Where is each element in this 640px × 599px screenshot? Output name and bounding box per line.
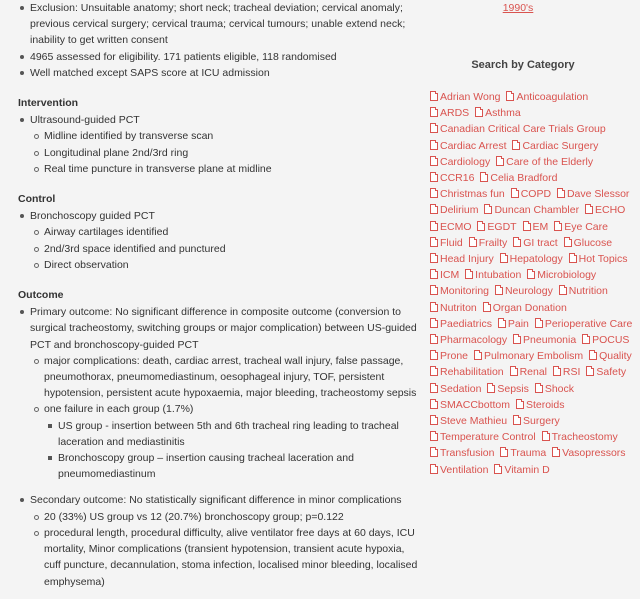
document-icon bbox=[430, 107, 438, 117]
category-link[interactable]: ARDS bbox=[430, 105, 469, 121]
category-link[interactable]: Pharmacology bbox=[430, 332, 507, 348]
category-link[interactable]: EGDT bbox=[477, 219, 516, 235]
category-link[interactable]: Dave Slessor bbox=[557, 186, 629, 202]
document-icon bbox=[430, 253, 438, 263]
category-link[interactable]: Perioperative Care bbox=[535, 316, 633, 332]
category-link[interactable]: Neurology bbox=[495, 283, 553, 299]
document-icon bbox=[495, 285, 503, 295]
category-link[interactable]: Pneumonia bbox=[513, 332, 576, 348]
document-icon bbox=[542, 431, 550, 441]
control-list bbox=[18, 208, 418, 273]
control-heading: Control bbox=[18, 193, 56, 206]
category-link[interactable]: COPD bbox=[511, 186, 551, 202]
document-icon bbox=[512, 140, 520, 150]
category-link[interactable]: Steve Mathieu bbox=[430, 413, 507, 429]
document-icon bbox=[430, 285, 438, 295]
category-link[interactable]: Nutrition bbox=[559, 283, 608, 299]
list-item: Secondary outcome: No statistically significant difference in minor complications 20 (33%) US group vs 12 (20.7%) bronchoscopy group; p=0.122 procedural length, procedural difficulty, alive ventilator free days at 60 days, ICU mortality, Minor complications (transient hypotension, transient acute hypoxia, cuff puncture, decannulation, stoma infection, localised minor bleeding, localised emphysema) bbox=[30, 492, 418, 589]
document-icon bbox=[506, 91, 514, 101]
list-item: Exclusion: Unsuitable anatomy; short neck; tracheal deviation; cervical anomaly; previous cervical surgery; cervical trauma; cervical tumours; unable extend neck; inability to get written consent bbox=[30, 0, 418, 49]
document-icon bbox=[430, 204, 438, 214]
category-link[interactable]: Eye Care bbox=[554, 219, 608, 235]
category-link[interactable]: Pulmonary Embolism bbox=[474, 348, 583, 364]
category-link[interactable]: Vitamin D bbox=[494, 462, 549, 478]
category-link[interactable]: Celia Bradford bbox=[480, 170, 557, 186]
list-item: one failure in each group (1.7%) US group - insertion between 5th and 6th tracheal ring leading to tracheal laceration and mediastinitis Bronchoscopy group – insertion causing tracheal laceration and pneumomediastinum bbox=[44, 401, 418, 482]
document-icon bbox=[430, 302, 438, 312]
category-link[interactable]: Glucose bbox=[564, 235, 613, 251]
document-icon bbox=[564, 237, 572, 247]
document-icon bbox=[516, 399, 524, 409]
category-link[interactable]: Anticoagulation bbox=[506, 89, 588, 105]
category-link[interactable]: Hot Topics bbox=[569, 251, 628, 267]
category-link[interactable]: Pain bbox=[498, 316, 529, 332]
category-link[interactable]: Paediatrics bbox=[430, 316, 492, 332]
document-icon bbox=[430, 237, 438, 247]
document-icon bbox=[513, 415, 521, 425]
list-item: Well matched except SAPS score at ICU admission bbox=[30, 65, 418, 81]
list-item: Midline identified by transverse scan bbox=[44, 128, 418, 144]
list-item: Bronchoscopy guided PCT Airway cartilages identified 2nd/3rd space identified and punctured Direct observation bbox=[30, 208, 418, 273]
document-icon bbox=[430, 172, 438, 182]
category-link[interactable]: Canadian Critical Care Trials Group bbox=[430, 121, 606, 137]
list-item: 20 (33%) US group vs 12 (20.7%) bronchoscopy group; p=0.122 bbox=[44, 509, 418, 525]
article-body bbox=[18, 0, 418, 590]
document-icon bbox=[569, 253, 577, 263]
document-icon bbox=[430, 431, 438, 441]
category-list bbox=[430, 89, 636, 478]
document-icon bbox=[586, 366, 594, 376]
document-icon bbox=[474, 350, 482, 360]
document-icon bbox=[557, 188, 565, 198]
category-link[interactable]: Hepatology bbox=[500, 251, 563, 267]
document-icon bbox=[469, 237, 477, 247]
document-icon bbox=[430, 188, 438, 198]
category-link[interactable]: Sedation bbox=[430, 381, 481, 397]
category-link[interactable]: ECHO bbox=[585, 202, 625, 218]
document-icon bbox=[430, 415, 438, 425]
document-icon bbox=[477, 221, 485, 231]
document-icon bbox=[430, 366, 438, 376]
category-link[interactable]: Quality bbox=[589, 348, 632, 364]
category-link[interactable]: Shock bbox=[535, 381, 574, 397]
category-link[interactable]: Monitoring bbox=[430, 283, 489, 299]
category-link[interactable]: Tracheostomy bbox=[542, 429, 618, 445]
archive-link-1990s[interactable]: 1990's bbox=[502, 2, 534, 14]
list-item: US group - insertion between 5th and 6th tracheal ring leading to tracheal laceration and mediastinitis bbox=[58, 418, 418, 450]
document-icon bbox=[483, 302, 491, 312]
document-icon bbox=[500, 447, 508, 457]
category-link[interactable]: GI tract bbox=[513, 235, 557, 251]
list-item: Airway cartilages identified bbox=[44, 224, 418, 240]
category-link[interactable]: Nutriton bbox=[430, 300, 477, 316]
document-icon bbox=[430, 318, 438, 328]
document-icon bbox=[475, 107, 483, 117]
document-icon bbox=[430, 156, 438, 166]
list-item: Direct observation bbox=[44, 257, 418, 273]
document-icon bbox=[430, 123, 438, 133]
list-item: procedural length, procedural difficulty, alive ventilator free days at 60 days, ICU mortality, Minor complications (transient hypotension, transient acute hypoxia, cuff puncture, decannulation, stoma infection, localised minor bleeding, localised emphysema) bbox=[44, 525, 418, 590]
outcome-heading: Outcome bbox=[18, 289, 64, 302]
category-link[interactable]: Duncan Chambler bbox=[484, 202, 579, 218]
document-icon bbox=[496, 156, 504, 166]
document-icon bbox=[500, 253, 508, 263]
list-item: Bronchoscopy group – insertion causing tracheal laceration and pneumomediastinum bbox=[58, 450, 418, 482]
document-icon bbox=[430, 91, 438, 101]
document-icon bbox=[480, 172, 488, 182]
category-link[interactable]: Care of the Elderly bbox=[496, 154, 593, 170]
document-icon bbox=[498, 318, 506, 328]
document-icon bbox=[430, 221, 438, 231]
document-icon bbox=[430, 383, 438, 393]
category-link[interactable]: Microbiology bbox=[527, 267, 596, 283]
category-link[interactable]: EM bbox=[523, 219, 549, 235]
category-link[interactable]: ECMO bbox=[430, 219, 472, 235]
document-icon bbox=[552, 447, 560, 457]
list-item: Longitudinal plane 2nd/3rd ring bbox=[44, 145, 418, 161]
category-link[interactable]: RSI bbox=[553, 364, 581, 380]
category-link[interactable]: POCUS bbox=[582, 332, 629, 348]
category-link[interactable]: Steroids bbox=[516, 397, 565, 413]
category-link[interactable]: Fluid bbox=[430, 235, 463, 251]
category-heading: Search by Category bbox=[471, 59, 575, 71]
document-icon bbox=[559, 285, 567, 295]
list-item: Real time puncture in transverse plane at midline bbox=[44, 161, 418, 177]
category-link[interactable]: Transfusion bbox=[430, 445, 494, 461]
category-link[interactable]: Temperature Control bbox=[430, 429, 536, 445]
document-icon bbox=[430, 269, 438, 279]
intervention-list bbox=[18, 112, 418, 177]
category-link[interactable]: Trauma bbox=[500, 445, 546, 461]
document-icon bbox=[513, 334, 521, 344]
document-icon bbox=[430, 350, 438, 360]
document-icon bbox=[535, 318, 543, 328]
category-link[interactable]: Cardiac Surgery bbox=[512, 138, 598, 154]
document-icon bbox=[430, 399, 438, 409]
list-item: Ultrasound-guided PCT Midline identified by transverse scan Longitudinal plane 2nd/3rd ring Real time puncture in transverse plane at midline bbox=[30, 112, 418, 177]
document-icon bbox=[430, 334, 438, 344]
category-link[interactable]: Cardiac Arrest bbox=[430, 138, 507, 154]
document-icon bbox=[430, 447, 438, 457]
document-icon bbox=[589, 350, 597, 360]
document-icon bbox=[582, 334, 590, 344]
document-icon bbox=[535, 383, 543, 393]
list-item: Primary outcome: No significant difference in composite outcome (conversion to surgical tracheostomy, switching groups or major complication) between US-guided PCT and bronchoscopy-guided PCT major complications: death, cardiac arrest, tracheal wall injury, false passage, pneumothorax, pneumomediastinum, oesophageal injury, TOF, persistent hypotension, persistent acute hypoxaemia, major bleeding, tracheostomy sepsis one failure in each group (1.7%) US group - insertion between 5th and 6th tracheal ring leading to tracheal laceration and mediastinitis Bronchoscopy group – insertion causing tracheal laceration and pneumomediastinum bbox=[30, 304, 418, 492]
document-icon bbox=[484, 204, 492, 214]
category-link[interactable]: Delirium bbox=[430, 202, 479, 218]
document-icon bbox=[511, 188, 519, 198]
category-link[interactable]: Adrian Wong bbox=[430, 89, 501, 105]
category-link[interactable]: Surgery bbox=[513, 413, 560, 429]
list-item: 4965 assessed for eligibility. 171 patients eligible, 118 randomised bbox=[30, 49, 418, 65]
document-icon bbox=[554, 221, 562, 231]
document-icon bbox=[510, 366, 518, 376]
category-link[interactable]: Organ Donation bbox=[483, 300, 567, 316]
category-link[interactable]: Frailty bbox=[469, 235, 508, 251]
category-link[interactable]: Head Injury bbox=[430, 251, 494, 267]
list-item: 2nd/3rd space identified and punctured bbox=[44, 241, 418, 257]
category-link[interactable]: Intubation bbox=[465, 267, 521, 283]
category-link[interactable]: Cardiology bbox=[430, 154, 490, 170]
category-link[interactable]: Ventilation bbox=[430, 462, 488, 478]
category-link[interactable]: Christmas fun bbox=[430, 186, 505, 202]
category-link[interactable]: SMACCbottom bbox=[430, 397, 510, 413]
document-icon bbox=[465, 269, 473, 279]
sidebar bbox=[430, 0, 636, 478]
document-icon bbox=[553, 366, 561, 376]
document-icon bbox=[494, 464, 502, 474]
design-list bbox=[18, 0, 418, 81]
document-icon bbox=[523, 221, 531, 231]
document-icon bbox=[430, 464, 438, 474]
document-icon bbox=[430, 140, 438, 150]
category-link[interactable]: Rehabilitation bbox=[430, 364, 504, 380]
document-icon bbox=[527, 269, 535, 279]
intervention-heading: Intervention bbox=[18, 97, 79, 110]
category-link[interactable]: Renal bbox=[510, 364, 547, 380]
document-icon bbox=[487, 383, 495, 393]
category-link[interactable]: Asthma bbox=[475, 105, 521, 121]
category-link[interactable]: Sepsis bbox=[487, 381, 529, 397]
outcome-list bbox=[18, 304, 418, 589]
list-item: major complications: death, cardiac arrest, tracheal wall injury, false passage, pneumothorax, pneumomediastinum, oesophageal injury, TOF, persistent hypotension, persistent acute hypoxaemia, major bleeding, tracheostomy sepsis bbox=[44, 353, 418, 402]
category-link[interactable]: Vasopressors bbox=[552, 445, 625, 461]
document-icon bbox=[585, 204, 593, 214]
category-link[interactable]: CCR16 bbox=[430, 170, 474, 186]
category-link[interactable]: Prone bbox=[430, 348, 468, 364]
document-icon bbox=[513, 237, 521, 247]
category-link[interactable]: ICM bbox=[430, 267, 459, 283]
category-link[interactable]: Safety bbox=[586, 364, 626, 380]
